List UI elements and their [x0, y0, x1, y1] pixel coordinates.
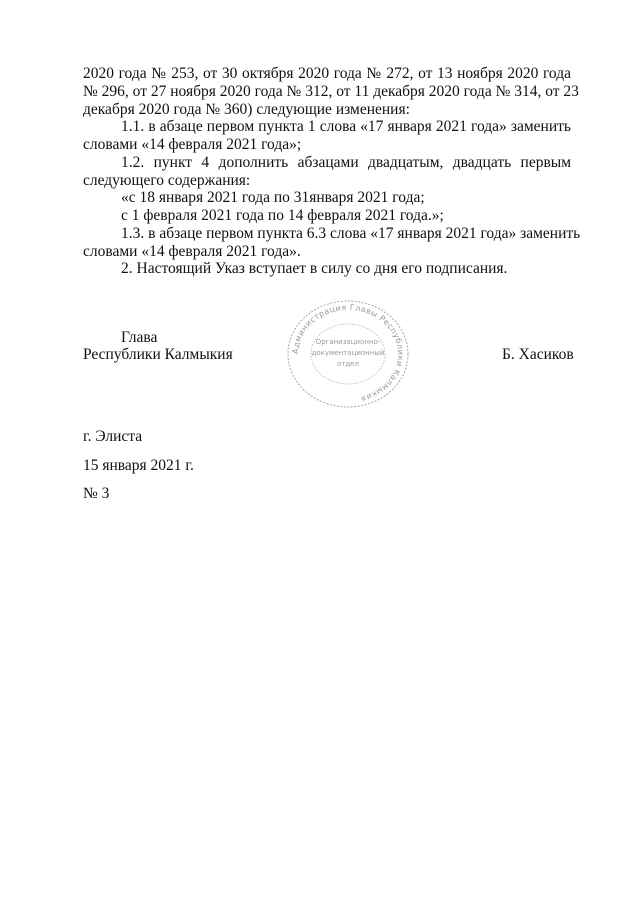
- stamp-center-line1: Организационно-: [315, 338, 381, 346]
- signature-position-line2: Республики Калмыкия: [83, 346, 233, 363]
- body-line-6: 1.2. пункт 4 дополнить абзацами двадцатым, двадцать первым: [121, 154, 571, 171]
- stamp-center-line2: документационный: [311, 349, 385, 357]
- body-line-8: «с 18 января 2021 года по 31января 2021 года;: [121, 189, 425, 206]
- footer-city: г. Элиста: [83, 428, 143, 445]
- footer-number: № 3: [83, 485, 110, 502]
- body-line-2: № 296, от 27 ноября 2020 года № 312, от 11 декабря 2020 года № 314, от 23: [83, 83, 579, 100]
- body-line-10: 1.3. в абзаце первом пункта 6.3 слова «17 января 2021 года» заменить: [121, 225, 581, 242]
- stamp-ring-text: Администрация Главы Республики Калмыкия: [290, 302, 406, 404]
- body-line-3: декабря 2020 года № 360) следующие изменения:: [83, 101, 410, 118]
- stamp-center-line3: отдел: [337, 360, 359, 368]
- body-line-4: 1.1. в абзаце первом пункта 1 слова «17 января 2021 года» заменить: [121, 118, 571, 135]
- body-line-12: 2. Настоящий Указ вступает в силу со дня его подписания.: [121, 260, 508, 277]
- footer-date: 15 января 2021 г.: [83, 457, 194, 474]
- body-line-7: следующего содержания:: [83, 172, 251, 189]
- body-line-1: 2020 года № 253, от 30 октября 2020 года № 272, от 13 ноября 2020 года: [83, 65, 571, 82]
- signature-position-line1: Глава: [121, 329, 158, 346]
- body-line-5: словами «14 февраля 2021 года»;: [83, 136, 302, 153]
- body-line-11: словами «14 февраля 2021 года».: [83, 243, 301, 260]
- official-stamp: [283, 298, 413, 410]
- body-line-9: с 1 февраля 2021 года по 14 февраля 2021 года.»;: [121, 207, 444, 224]
- signature-name: Б. Хасиков: [502, 346, 574, 363]
